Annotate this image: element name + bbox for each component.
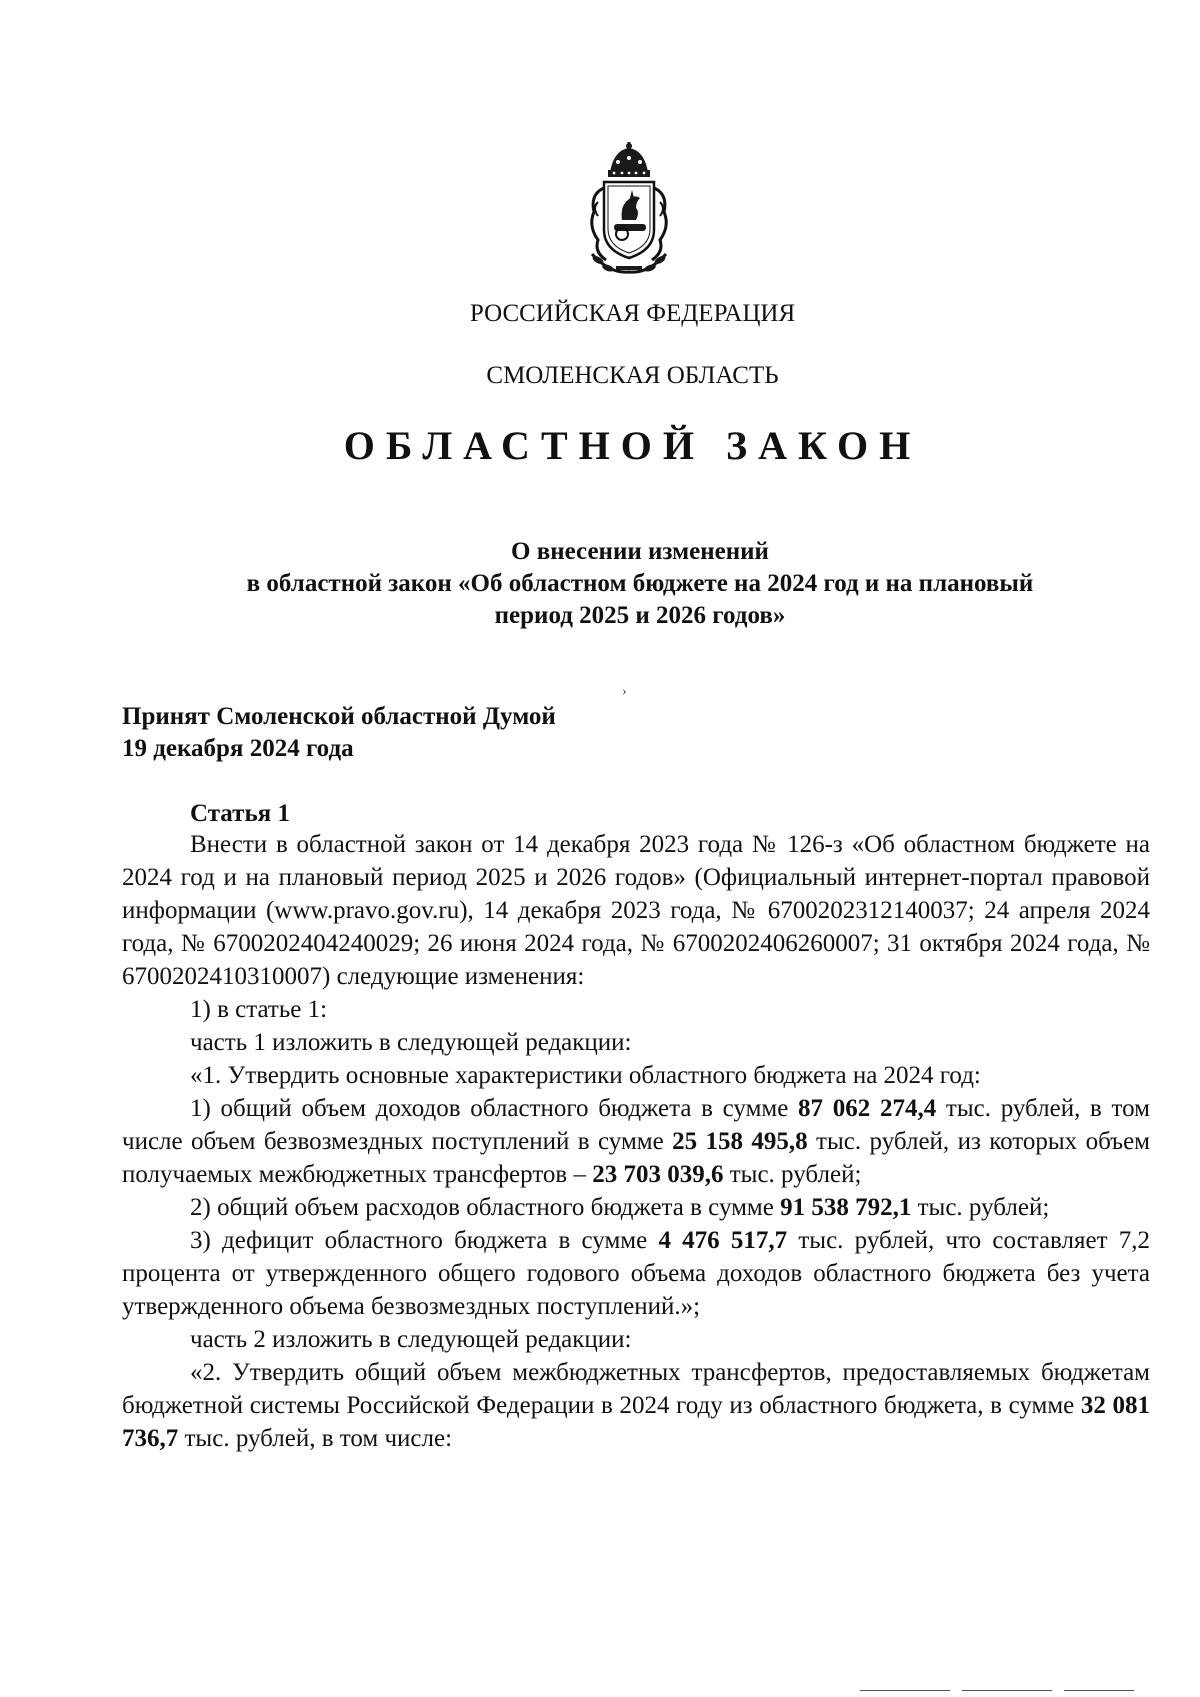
adoption-info [122,701,556,765]
transfers-paragraph: «2. Утвердить общий объем межбюджетных трансфертов, предоставляемых бюджетам бюджетной системы Российской Федерации в 2024 году из областного бюджета, в сумме 32 081 736,7 тыс. рублей, в том числе: [122,1359,1150,1452]
income-amount: 87 062 274,4 [798,1095,937,1122]
document-type-heading: ОБЛАСТНОЙ ЗАКОН [343,423,922,468]
adoption-body: Принят Смоленской областной Думой [122,703,556,730]
budget-income-paragraph: 1) общий объем доходов областного бюджета в сумме 87 062 274,4 тыс. рублей, в том числе объем безвозмездных поступлений в сумме 25 158 495,8 тыс. рублей, из которых объем получаемых межбюджетных трансфертов – 23 703 039,6 тыс. рублей; [122,1095,1151,1188]
law-title-line: в областной закон «Об областном бюджете на 2024 год и на плановый [246,570,1034,597]
transfers-amount: 23 703 039,6 [592,1161,724,1188]
country-heading: РОССИЙСКАЯ ФЕДЕРАЦИЯ [469,300,796,327]
amendment-instruction: часть 1 изложить в следующей редакции: [190,1029,632,1056]
amendment-instruction: часть 2 изложить в следующей редакции: [190,1326,632,1353]
law-title [150,536,1130,632]
article-body [122,828,1150,1455]
budget-deficit-paragraph: 3) дефицит областного бюджета в сумме 4 476 517,7 тыс. рублей, что составляет 7,2 процента от утвержденного общего годового объема доходов областного бюджета без учета утвержденного объема безвозмездных поступлений.»; [122,1227,1150,1320]
grants-amount: 25 158 495,8 [672,1128,808,1155]
deficit-amount: 4 476 517,7 [658,1227,788,1254]
total-transfers-amount: 32 081 736,7 [122,1392,1150,1452]
adoption-date: 19 декабря 2024 года [122,735,354,762]
scan-edge-line [1064,1690,1134,1691]
amendment-text: «1. Утвердить основные характеристики областного бюджета на 2024 год: [190,1062,981,1089]
region-heading: СМОЛЕНСКАЯ ОБЛАСТЬ [486,362,779,389]
article-heading: Статья 1 [190,800,290,827]
scan-edge-line [962,1690,1052,1691]
amendment-item: 1) в статье 1: [190,996,328,1023]
law-title-line: период 2025 и 2026 годов» [494,602,786,629]
budget-expenses-paragraph: 2) общий объем расходов областного бюджета в сумме 91 538 792,1 тыс. рублей; [190,1194,1050,1221]
scan-edge-line [860,1690,950,1691]
law-title-line: О внесении изменений [511,538,769,565]
coat-of-arms-emblem [570,142,688,282]
scan-mark: › [622,684,627,699]
expenses-amount: 91 538 792,1 [780,1194,912,1221]
article-intro: Внести в областной закон от 14 декабря 2023 года № 126-з «Об областном бюджете на 2024 год и на плановый период 2025 и 2026 годов» (Официальный интернет-портал правовой информации (www.pravo.gov.ru), 14 декабря 2023 года, № 6700202312140037; 24 апреля 2024 года, № 6700202404240029; 26 июня 2024 года, № 6700202406260007; 31 октября 2024 года, № 6700202410310007) следующие изменения: [122,831,1150,990]
